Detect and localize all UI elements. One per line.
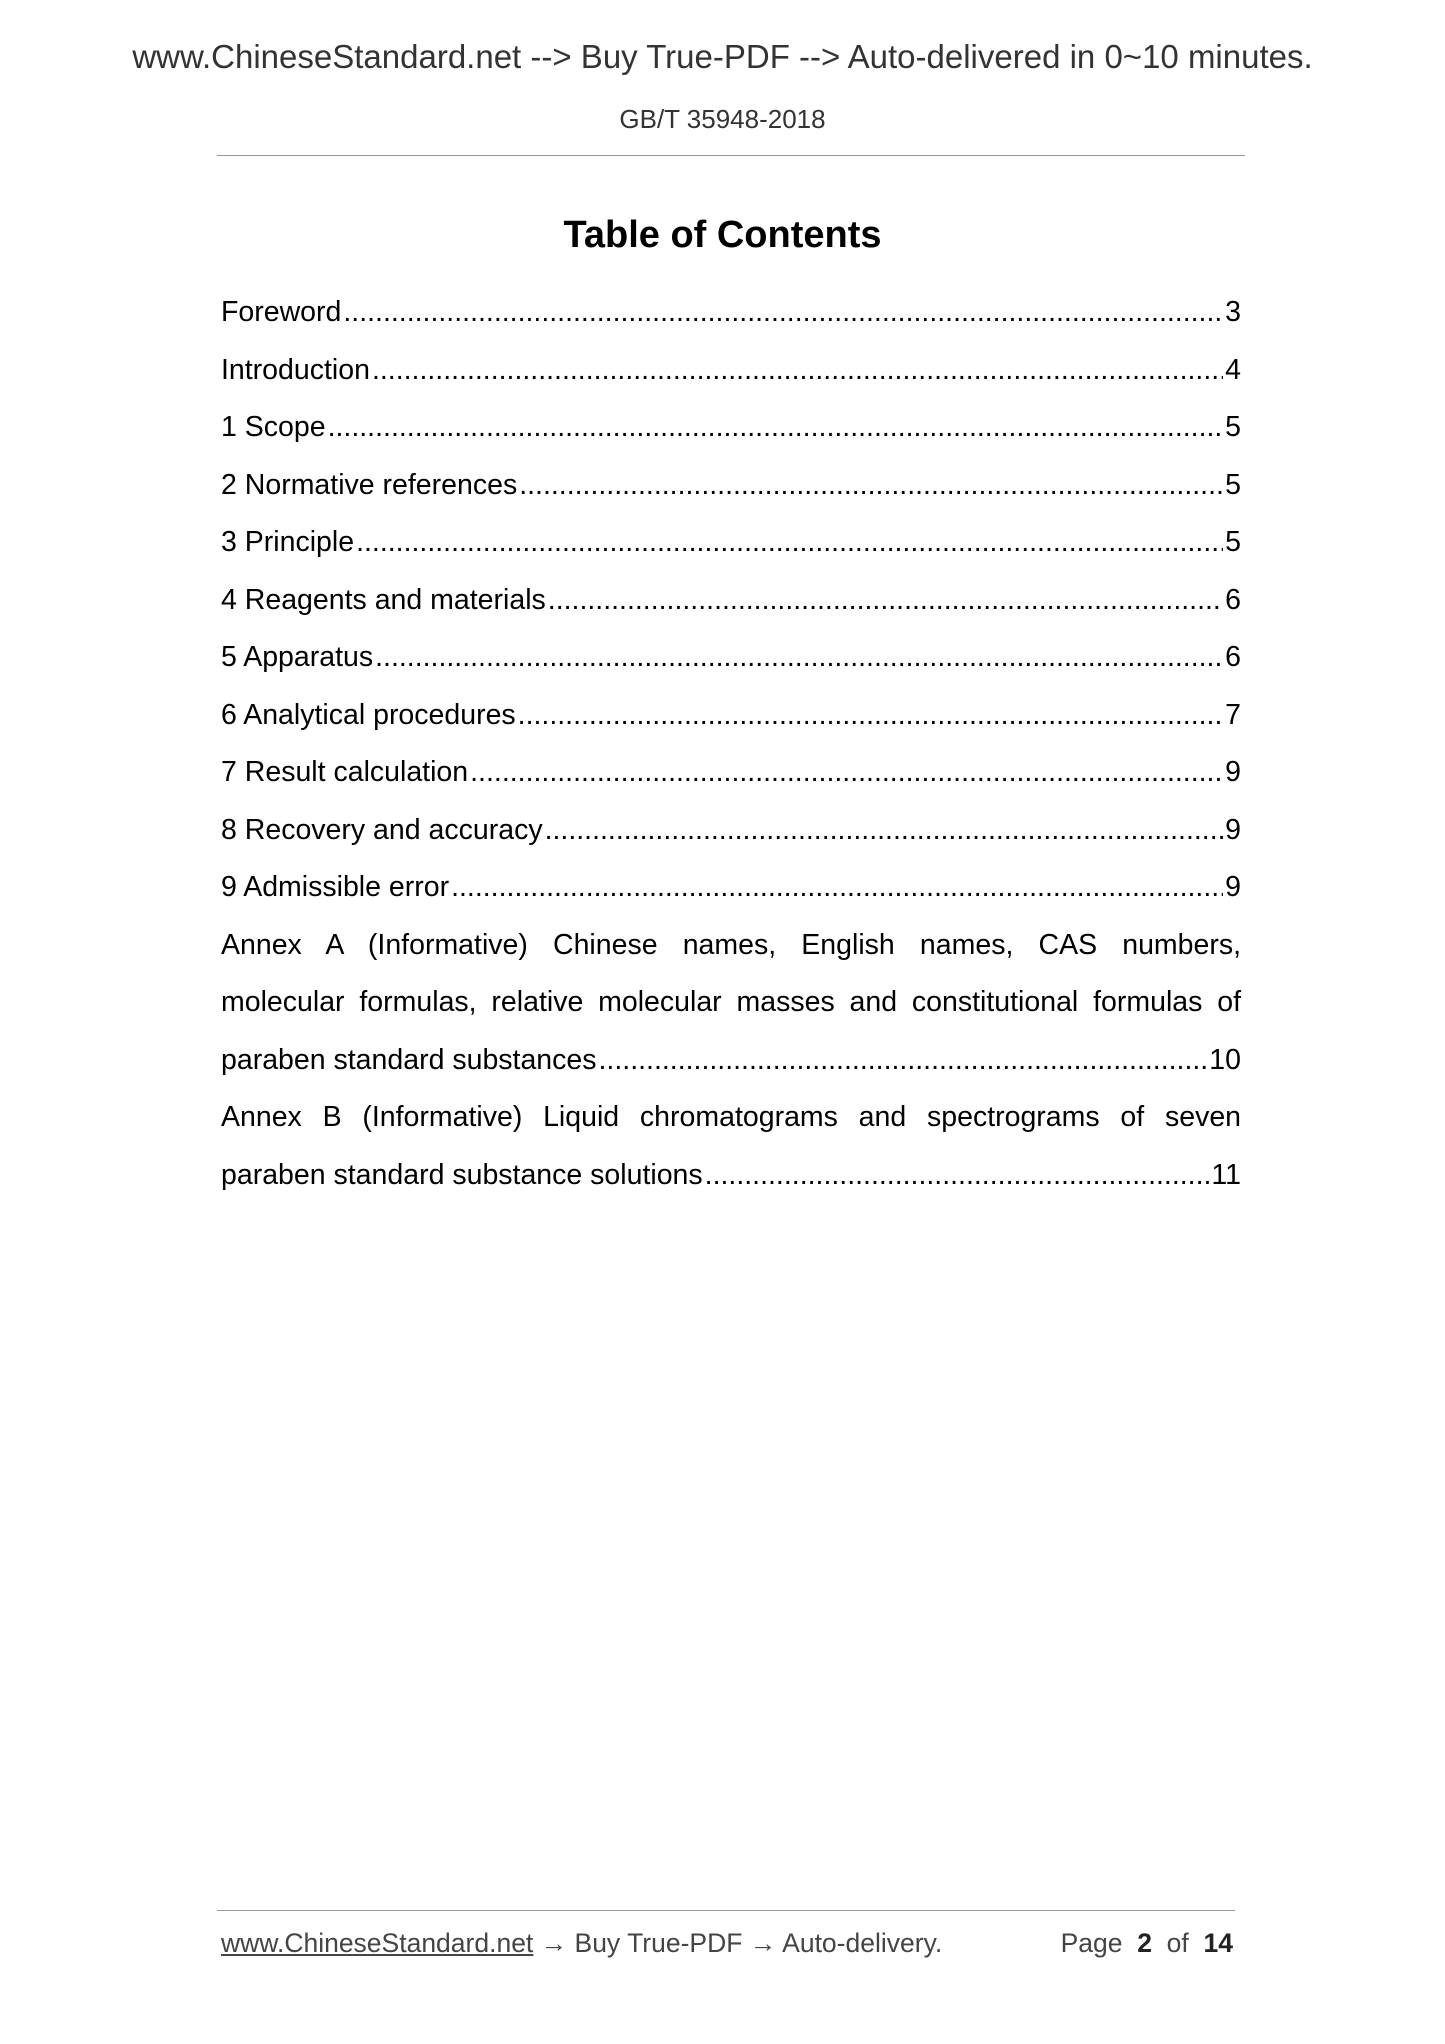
toc-entry[interactable] [221, 802, 1241, 860]
annex-word: Annex [221, 1101, 302, 1133]
leader-dots [599, 1032, 1208, 1090]
leader-dots [375, 629, 1223, 687]
toc-entry-page: 3 [1225, 296, 1241, 328]
page-total: 14 [1203, 1928, 1233, 1958]
annex-word: B [322, 1101, 342, 1133]
toc-entry-page: 9 [1225, 813, 1241, 846]
toc-entry-label: 5 Apparatus [221, 641, 374, 673]
toc-entry-annex-b[interactable] [221, 1089, 1241, 1204]
of-word: of [1166, 1928, 1189, 1958]
annex-word: spectrograms [927, 1101, 1100, 1133]
toc-entry-page: 7 [1225, 698, 1241, 731]
footer-left [221, 1928, 942, 1959]
toc-entry-label: 7 Result calculation [221, 756, 469, 788]
leader-dots [356, 514, 1223, 572]
toc-entry-label: paraben standard substance solutions [221, 1158, 703, 1191]
annex-a-line-3 [221, 1032, 1241, 1090]
page-word: Page [1060, 1928, 1123, 1958]
toc-entry[interactable] [221, 342, 1241, 400]
page-current: 2 [1137, 1928, 1152, 1958]
toc-entry-page: 4 [1225, 353, 1241, 386]
toc-entry-label: 4 Reagents and materials [221, 583, 546, 616]
annex-b-line-1 [221, 1089, 1241, 1147]
annex-word: of [1120, 1101, 1145, 1133]
page-footer [221, 1928, 1233, 1959]
toc-entry[interactable] [221, 629, 1241, 687]
toc-entry-label: 1 Scope [221, 411, 326, 443]
leader-dots [705, 1147, 1210, 1205]
toc-entry-page: 6 [1225, 641, 1241, 673]
toc-entry[interactable] [221, 744, 1241, 802]
top-banner: www.ChineseStandard.net --> Buy True-PDF --> Auto-delivered in 0~10 minutes. [132, 38, 1313, 75]
annex-word: names, [919, 928, 1014, 961]
toc-entry-label: Foreword [221, 296, 342, 328]
toc-title: Table of Contents [563, 214, 882, 256]
annex-word: Chinese [553, 928, 658, 961]
leader-dots [343, 284, 1223, 342]
toc-entry-page: 11 [1211, 1158, 1241, 1191]
annex-a-line-1 [221, 917, 1241, 975]
toc-entry-label: 2 Normative references [221, 468, 518, 501]
toc-entry[interactable] [221, 514, 1241, 572]
leader-dots [518, 687, 1223, 745]
toc-entry-label: 3 Principle [221, 526, 355, 558]
page-indicator [1061, 1928, 1233, 1959]
toc-entry[interactable] [221, 572, 1241, 630]
toc-entry-page: 6 [1225, 583, 1241, 616]
annex-a-line-2: molecular formulas, relative molecular masses and constitutional formulas of [221, 986, 1241, 1018]
toc-entry-page: 5 [1225, 468, 1241, 501]
annex-b-line-2 [221, 1147, 1241, 1205]
toc-entry-page: 9 [1225, 756, 1241, 788]
annex-word: and [858, 1101, 907, 1133]
toc-entry[interactable] [221, 457, 1241, 515]
leader-dots [519, 457, 1223, 515]
footer-tail-text: → Buy True-PDF → Auto-delivery. [533, 1928, 943, 1958]
leader-dots [545, 802, 1224, 860]
annex-word: Annex [221, 928, 302, 961]
toc-entry[interactable] [221, 687, 1241, 745]
footer-divider [217, 1910, 1235, 1911]
annex-word: CAS [1038, 928, 1098, 961]
leader-dots [372, 342, 1223, 400]
table-of-contents [221, 284, 1241, 1204]
annex-word: names, [682, 928, 777, 961]
annex-word: (Informative) [362, 1101, 523, 1133]
toc-entry-page: 5 [1225, 526, 1241, 558]
standard-code: GB/T 35948-2018 [619, 104, 826, 134]
toc-entry-annex-a[interactable] [221, 917, 1241, 1090]
footer-site-link[interactable]: www.ChineseStandard.net [221, 1928, 534, 1958]
annex-word: A [325, 928, 343, 961]
toc-entry-page: 9 [1225, 871, 1241, 903]
header-divider [217, 155, 1245, 156]
toc-entry-label: 6 Analytical procedures [221, 698, 516, 731]
leader-dots [470, 744, 1223, 802]
leader-dots [328, 399, 1224, 457]
toc-entry[interactable] [221, 284, 1241, 342]
annex-word: (Informative) [367, 928, 528, 961]
annex-word: numbers, [1122, 928, 1242, 961]
annex-word: seven [1164, 1101, 1242, 1133]
leader-dots [451, 859, 1223, 917]
toc-entry-page: 5 [1225, 411, 1241, 443]
toc-entry-label: Introduction [221, 353, 370, 386]
toc-entry-label: 8 Recovery and accuracy [221, 813, 543, 846]
leader-dots [548, 572, 1223, 630]
toc-entry[interactable] [221, 859, 1241, 917]
annex-word: Liquid [543, 1101, 620, 1133]
toc-entry-page: 10 [1209, 1043, 1241, 1076]
annex-word: English [801, 928, 895, 961]
annex-word: chromatograms [639, 1101, 838, 1133]
toc-entry-label: paraben standard substances [221, 1043, 597, 1076]
toc-entry[interactable] [221, 399, 1241, 457]
toc-entry-label: 9 Admissible error [221, 871, 450, 903]
